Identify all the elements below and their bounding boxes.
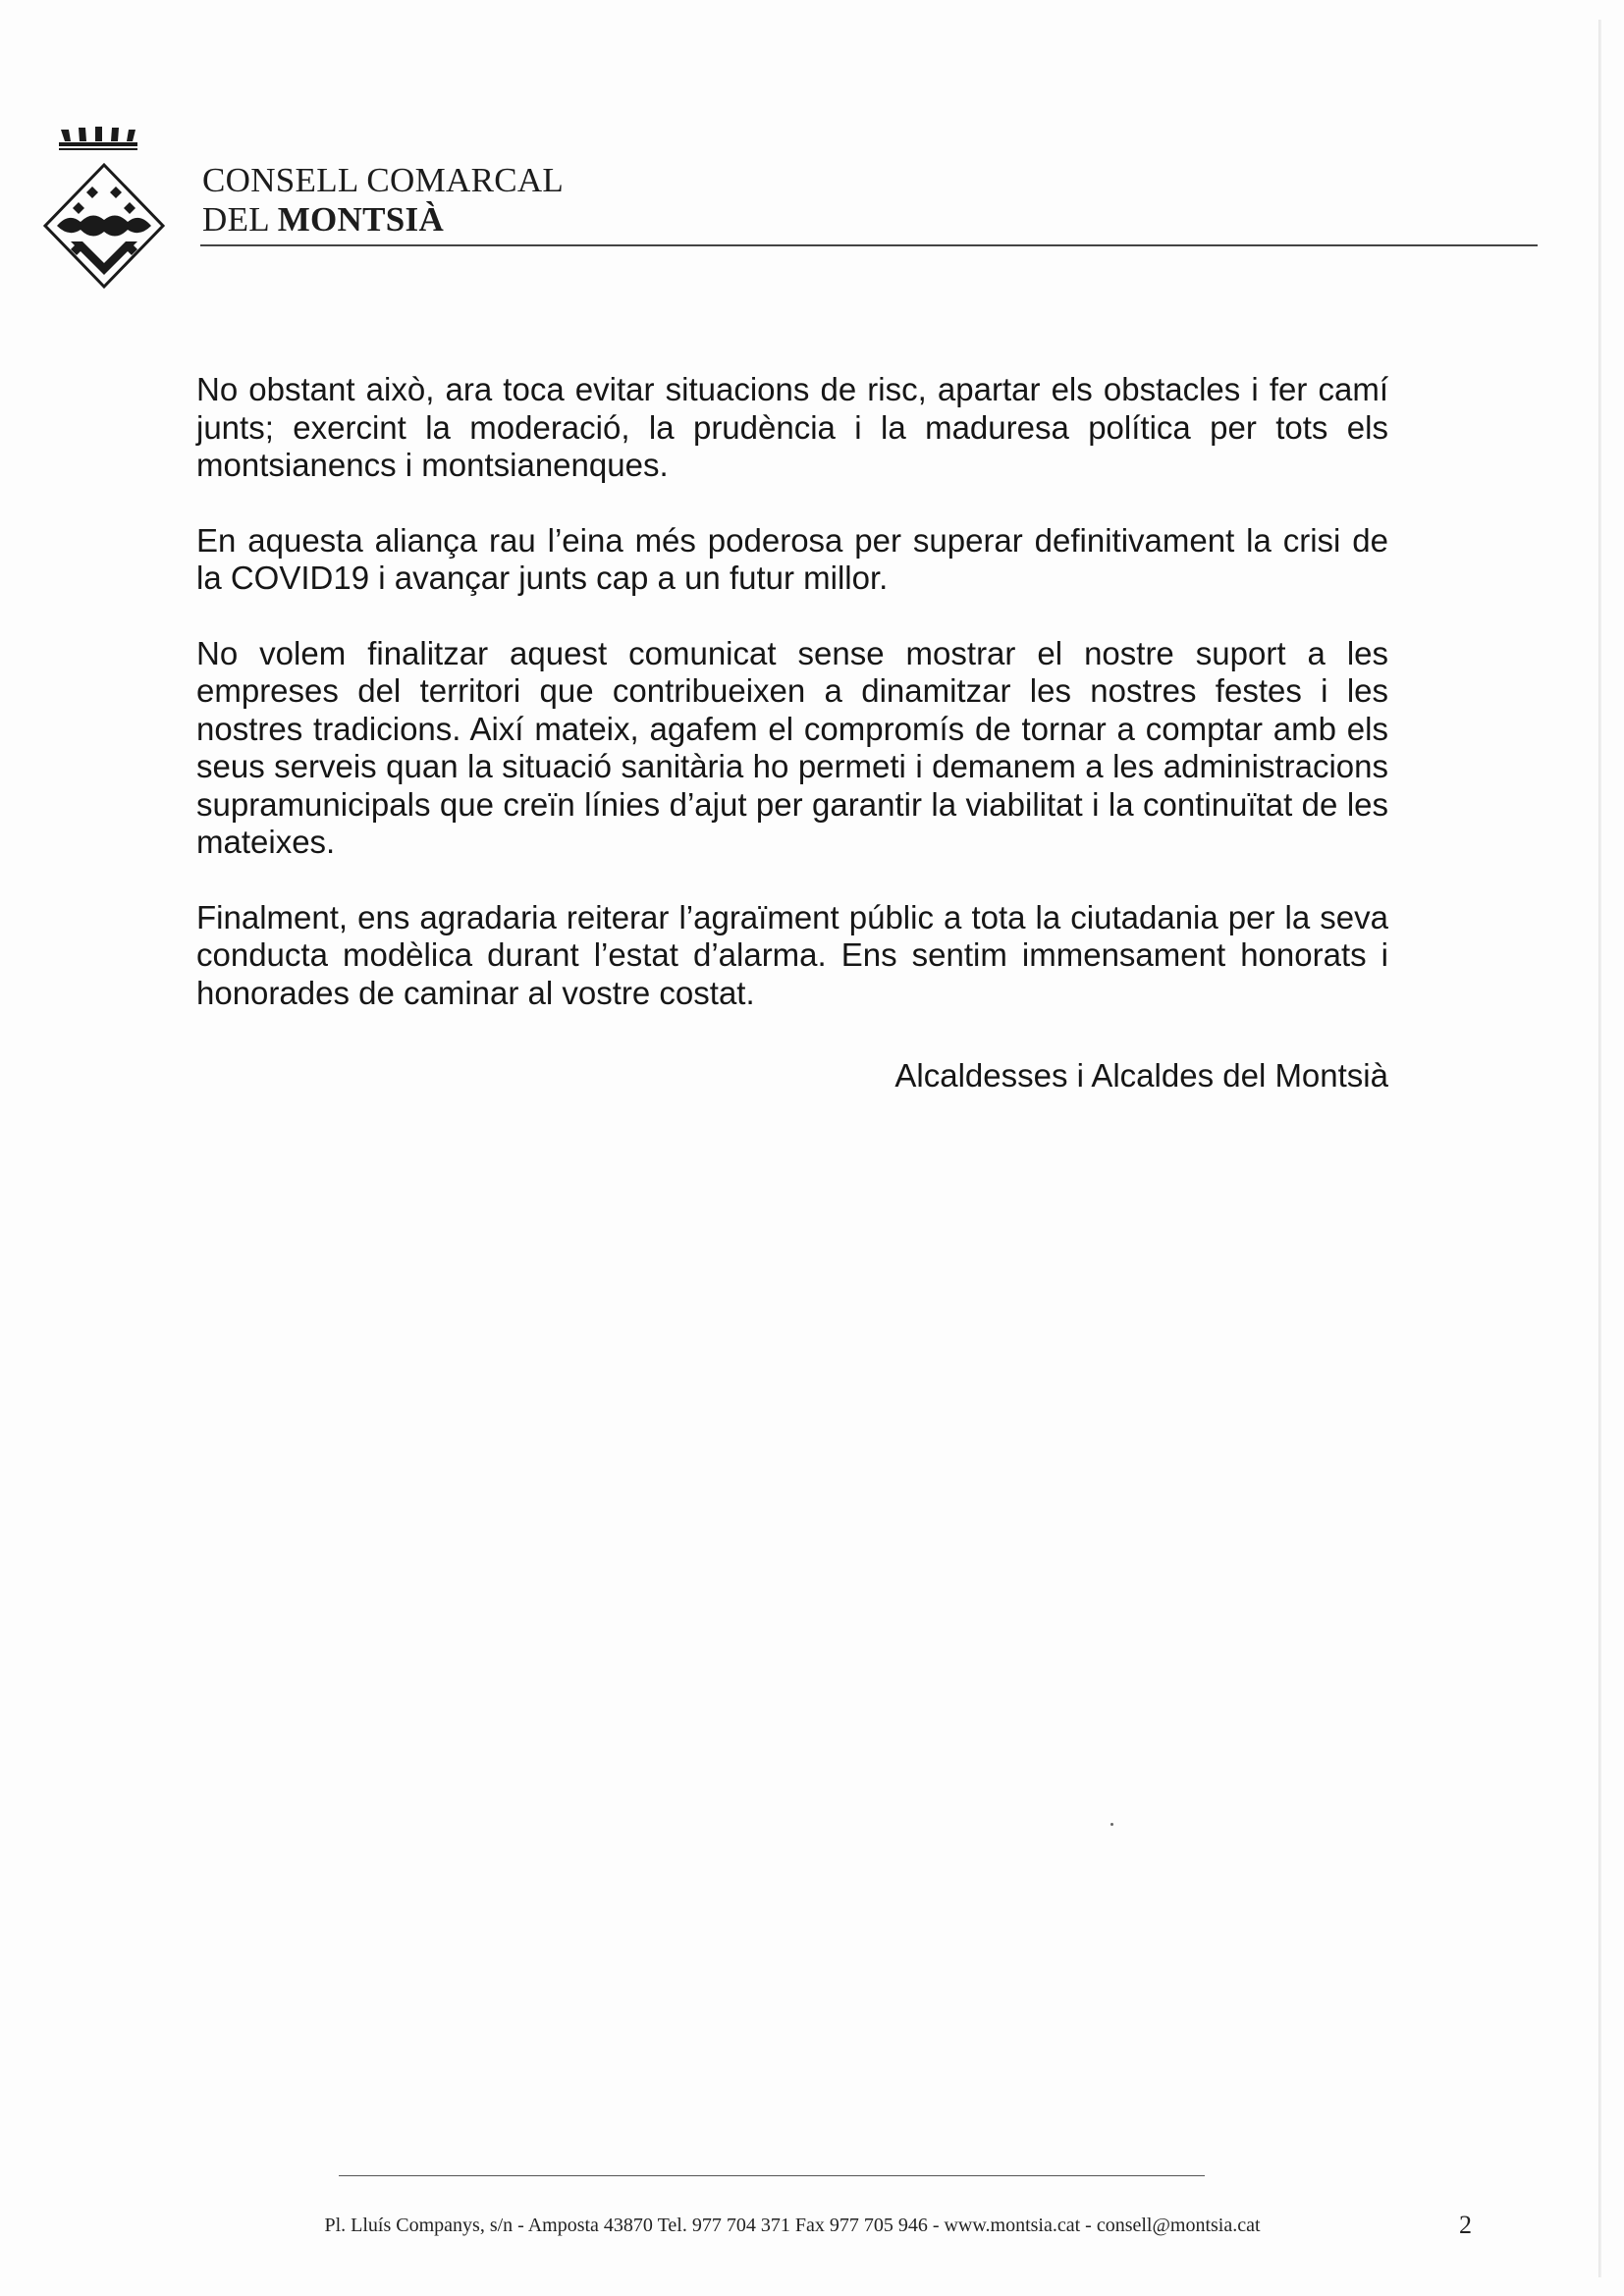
paragraph-1: No obstant això, ara toca evitar situacions de risc, apartar els obstacles i fer camí junts; exercint la moderació, la prudència i la maduresa política per tots els montsianencs i montsianenques.	[196, 371, 1388, 483]
org-name-line2-prefix: DEL	[202, 200, 278, 239]
footer-rule	[339, 2175, 1205, 2176]
page-number: 2	[1459, 2211, 1472, 2239]
paragraph-3: No volem finalitzar aquest comunicat sense mostrar el nostre suport a les empreses del territori que contribueixen a dinamitzar les nostres festes i les nostres tradicions. Així mateix, agafem el compromís de tornar a comptar amb els seus serveis quan la situació sanitària ho permeti i demanem a les administracions supramunicipals que creïn línies d’ajut per garantir la viabilitat i la continuïtat de les mateixes.	[196, 634, 1388, 860]
footer-address: Pl. Lluís Companys, s/n - Amposta 43870 Tel. 977 704 371 Fax 977 705 946 - www.montsia.cat - consell@montsia.cat	[324, 2215, 1261, 2236]
paragraph-2: En aquesta aliança rau l’eina més poderosa per superar definitivament la crisi de la COVID19 i avançar junts cap a un futur millor.	[196, 521, 1388, 596]
signature: Alcaldesses i Alcaldes del Montsià	[894, 1057, 1388, 1094]
letter-body	[196, 371, 1388, 1049]
org-name-line2	[202, 200, 564, 240]
org-name	[202, 161, 564, 240]
org-name-line1: CONSELL COMARCAL	[202, 161, 565, 199]
header-rule	[200, 244, 1538, 246]
scan-speck	[1110, 1823, 1113, 1826]
org-name-line2-strong: MONTSIÀ	[277, 200, 445, 239]
coat-of-arms-icon	[41, 116, 198, 322]
paragraph-4: Finalment, ens agradaria reiterar l’agraïment públic a tota la ciutadania per la seva conducta modèlica durant l’estat d’alarma. Ens sentim immensament honorats i honorades de caminar al vostre costat.	[196, 898, 1388, 1011]
scan-edge	[1598, 20, 1601, 2277]
